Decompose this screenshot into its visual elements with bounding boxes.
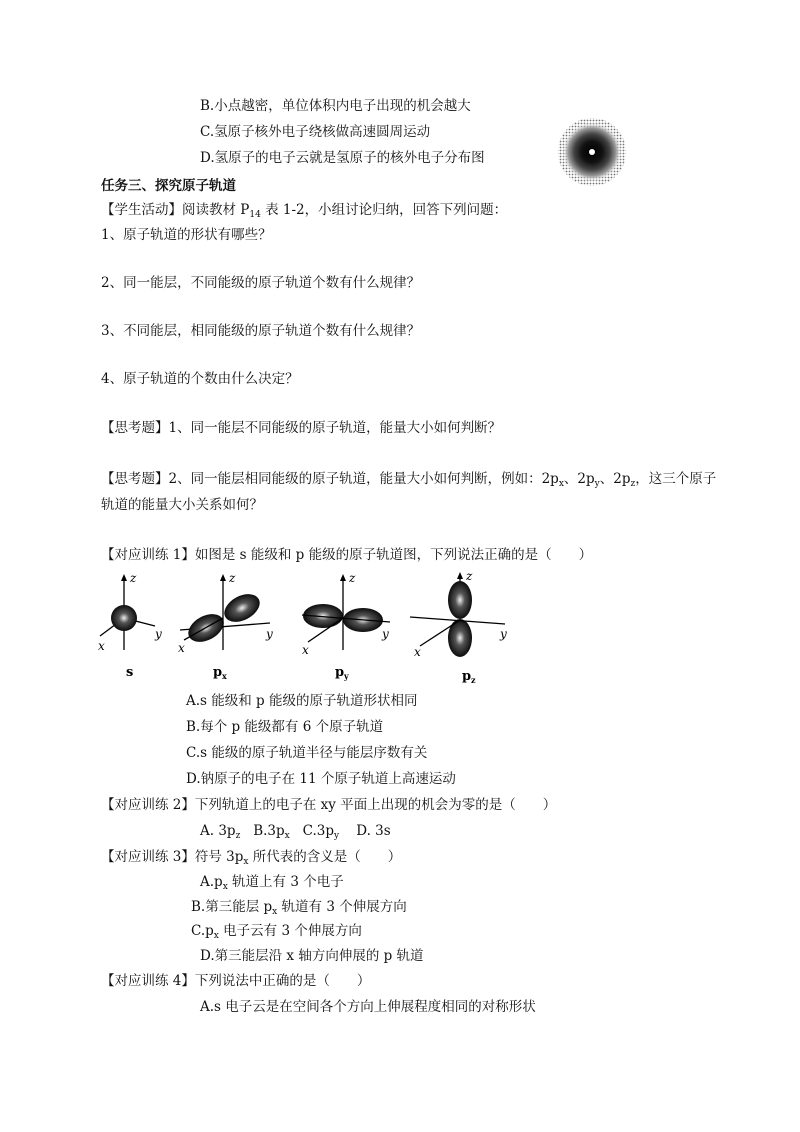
question-3: 3、不同能层，相同能级的原子轨道个数有什么规律？ — [101, 323, 421, 339]
think-question-1: 【思考题】1、同一能层不同能级的原子轨道，能量大小如何判断？ — [101, 420, 502, 436]
orbital-diagram — [80, 568, 520, 688]
px-axis-x: x — [178, 641, 185, 655]
py-axis-x: x — [302, 643, 309, 657]
training-1-option-b: B.每个 p 能级都有 6 个原子轨道 — [186, 719, 384, 735]
training-2-options: A. $3p_z$ $B.3p_x$ $C.3p_y$ D. 3s — [200, 823, 391, 841]
s-orbital-figure — [98, 571, 162, 680]
training-4-option-a: A.s 电子云是在空间各个方向上伸展程度相同的对称形状 — [200, 999, 536, 1015]
py-axis-z: z — [349, 571, 356, 585]
option-b: B.小点越密，单位体积内电子出现的机会越大 — [200, 98, 471, 114]
training-3-stem: 【对应训练 3】符号 $3p_x$ 所代表的含义是（ ） — [101, 849, 402, 867]
option-c: C.氢原子核外电子绕核做高速圆周运动 — [200, 124, 431, 140]
py-orbital-figure — [302, 571, 390, 681]
think-question-2-cont: 轨道的能量大小关系如何？ — [101, 497, 263, 513]
training-3-option-b: B.第三能层 $p_x$ 轨道有 3 个伸展方向 — [191, 899, 407, 917]
px-label-sub: x — [222, 671, 227, 681]
pz-label-sub: z — [471, 675, 476, 685]
training-3-option-c: $C.p_x$ 电子云有 3 个伸展方向 — [191, 923, 362, 941]
s-axis-y: y — [155, 627, 162, 641]
question-1: 1、原子轨道的形状有哪些？ — [101, 227, 272, 243]
py-label: p — [335, 665, 345, 680]
training-2-stem: 【对应训练 2】下列轨道上的电子在 xy 平面上出现的机会为零的是（ ） — [101, 797, 557, 813]
s-axis-x: x — [98, 639, 105, 653]
training-1-option-c: C.s 能级的原子轨道半径与能层序数有关 — [186, 745, 428, 761]
electron-cloud-image — [556, 116, 628, 188]
pz-label: p — [462, 669, 472, 684]
question-2: 2、同一能层，不同能级的原子轨道个数有什么规律？ — [101, 275, 421, 291]
s-label: s — [126, 665, 134, 680]
student-activity: 【学生活动】阅读教材 $P_{14}$ 表 1-2，小组讨论归纳，回答下列问题： — [101, 202, 508, 220]
training-1-stem: 【对应训练 1】如图是 s 能级和 p 能级的原子轨道图，下列说法正确的是（ ） — [101, 547, 593, 563]
training-1-option-d: D.钠原子的电子在 11 个原子轨道上高速运动 — [186, 771, 456, 787]
question-4: 4、原子轨道的个数由什么决定？ — [101, 371, 299, 387]
px-label: p — [213, 665, 223, 680]
py-axis-y: y — [382, 627, 389, 641]
task3-title: 任务三、探究原子轨道 — [101, 178, 236, 194]
s-axis-z: z — [130, 571, 137, 585]
pz-axis-x: x — [414, 645, 421, 659]
training-3-option-a: $A.p_x$ 轨道上有 3 个电子 — [200, 874, 344, 892]
think-question-2: 【思考题】2、同一能层相同能级的原子轨道，能量大小如何判断，例如：$2p_x$、$2p_y$、$2p_z$，这三个原子 — [101, 471, 717, 489]
option-d: D.氢原子的电子云就是氢原子的核外电子分布图 — [200, 150, 485, 166]
px-axis-z: z — [229, 571, 236, 585]
training-4-stem: 【对应训练 4】下列说法中正确的是（ ） — [101, 973, 371, 989]
pz-axis-y: y — [500, 627, 507, 641]
py-label-sub: y — [344, 671, 349, 681]
training-3-option-d: D.第三能层沿 x 轴方向伸展的 p 轨道 — [200, 948, 424, 964]
pz-orbital-figure — [410, 569, 507, 685]
pz-axis-z: z — [466, 569, 473, 583]
px-axis-y: y — [266, 627, 273, 641]
px-orbital-figure — [178, 571, 273, 681]
training-1-option-a: A.s 能级和 p 能级的原子轨道形状相同 — [186, 693, 418, 709]
